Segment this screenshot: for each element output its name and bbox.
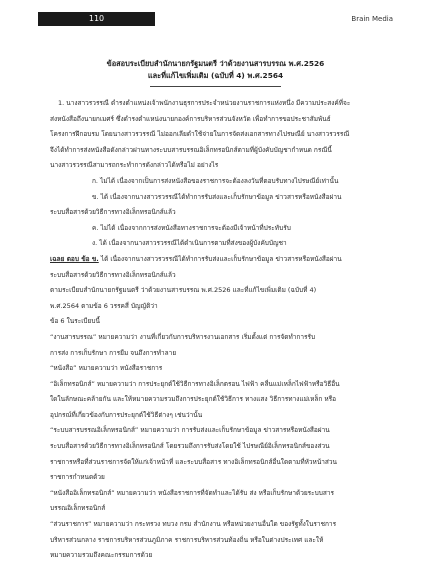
answer-line: “หนังสืออิเล็กทรอนิกส์” หมายความว่า หนังสือราชการที่จัดทำและได้รับ ส่ง หรือเก็บรักษาด้วยระบบสาร bbox=[50, 488, 335, 497]
answer-line: “อิเล็กทรอนิกส์” หมายความว่า การประยุกต์ใช้วิธีการทางอิเล็กตรอน ไฟฟ้า คลื่นแม่เหล็กไฟฟ้าหรือวิธีอื่น bbox=[50, 379, 340, 388]
brand-name: Brain Media bbox=[351, 15, 393, 23]
answer-line: ข้อ 6 ในระเบียบนี้ bbox=[50, 317, 100, 326]
answer-text: ได้ เนื่องจากนางสาวรวรรณีได้ทำการรับส่งและเก็บรักษาข้อมูล ข่าวสารหรือหนังสือผ่าน bbox=[98, 254, 342, 263]
question-line: ส่งหนังสือถึงนายกเมศร์ ซึ่งดำรงตำแหน่งนายกองค์การบริหารส่วนจังหวัด เพื่อทำการขอประชาสัมพันธ์ bbox=[50, 114, 331, 123]
page-number: 110 bbox=[88, 14, 105, 23]
title-line-1: ข้อสอบระเบียบสำนักนายกรัฐมนตรี ว่าด้วยงานสารบรรณ พ.ศ.2526 bbox=[106, 59, 325, 68]
option-d: ง. ได้ เนื่องจากนางสาวรวรรณีได้ดำเนินการตามที่ส่งของผู้บังคับบัญชา bbox=[92, 239, 287, 248]
document-title bbox=[0, 58, 431, 82]
question-line: 1. นางสาวรวรรณี ดำรงตำแหน่งเจ้าพนักงานธุรการประจำหน่วยงานราชการแห่งหนึ่ง มีความประสงค์ที่จะ bbox=[58, 99, 351, 107]
answer-line: ราชการหรือที่ส่วนราชการจัดให้แก่เจ้าหน้าที่ และระบบสื่อสาร ทางอิเล็กทรอนิกส์อื่นใดตามที่หัวหน้าส่วน bbox=[50, 457, 337, 466]
answer-line: บริหารส่วนกลาง ราชการบริหารส่วนภูมิภาค ราชการบริหารส่วนท้องถิ่น หรือในต่างประเทศ และให้ bbox=[50, 535, 324, 544]
option-b-continued: ระบบสื่อสารด้วยวิธีการทางอิเล็กทรอนิกส์แล้ว bbox=[50, 208, 176, 217]
page-number-bar bbox=[38, 12, 155, 26]
answer-label: เฉลย ตอบ ข้อ ข. bbox=[50, 254, 99, 263]
answer-line: ตามระเบียบสำนักนายกรัฐมนตรี ว่าด้วยงานสารบรรณ พ.ศ.2526 และที่แก้ไขเพิ่มเติม (ฉบับที่ 4) bbox=[50, 286, 317, 295]
answer-line: “หนังสือ” หมายความว่า หนังสือราชการ bbox=[50, 364, 163, 373]
answer-line: ระบบสื่อสารด้วยวิธีการทางอิเล็กทรอนิกส์ โดยรวมถึงการรับส่งโดยใช้ ไปรษณีย์อิเล็กทรอนิกส์ของส่วน bbox=[50, 442, 330, 451]
answer-line bbox=[50, 252, 380, 268]
answer-line: พ.ศ.2564 ตามข้อ 6 วรรคสี่ บัญญัติว่า bbox=[50, 301, 158, 310]
answer-line: ราชการกำหนดด้วย bbox=[50, 473, 105, 482]
answer-line: การส่ง การเก็บรักษา การยืม จนถึงการทำลาย bbox=[50, 348, 177, 357]
answer-line: “งานสารบรรณ” หมายความว่า งานที่เกี่ยวกับการบริหารงานเอกสาร เริ่มตั้งแต่ การจัดทำการรับ bbox=[50, 332, 316, 341]
option-b: ข. ได้ เนื่องจากนางสาวรวรรณีได้ทำการรับส่งและเก็บรักษาข้อมูล ข่าวสารหรือหนังสือผ่าน bbox=[92, 192, 342, 201]
answer-line: ใดในลักษณะคล้ายกัน และให้หมายความรวมถึงการประยุกต์ใช้วิธีการ ทางแสง วิธีการทางแม่เหล็ก หรือ bbox=[50, 395, 337, 404]
answer-line: บรรณอิเล็กทรอนิกส์ bbox=[50, 504, 106, 513]
option-a: ก. ไม่ได้ เนื่องจากเป็นการส่งหนังสือของราชการจะต้องลงวันที่ตอบรับทางไปรษณีย์เท่านั้น bbox=[92, 176, 339, 185]
answer-line: อุปกรณ์ที่เกี่ยวข้องกับการประยุกต์ใช้วิธีต่างๆ เช่นว่านั้น bbox=[50, 410, 203, 419]
option-c: ค. ไม่ได้ เนื่องจากการส่งหนังสือทางราชการจะต้องมีเจ้าหน้าที่ประทับรับ bbox=[92, 223, 291, 232]
question-line: โครงการฝึกอบรม โดยนางสาวรวรรณี ไม่ออกเลียดำใช้จ่ายในการจัดส่งเอกสารทางไปรษณีย์ นางสาวรวรรณี bbox=[50, 130, 350, 139]
question-line: จึงได้ทำการส่งหนังสือดังกล่าวผ่านทางระบบสารบรรณอิเล็กทรอนิกส์ตามที่ผู้บังคับบัญชากำหนด กรณีนี้ bbox=[50, 145, 332, 154]
answer-line: “ส่วนราชการ” หมายความว่า กระทรวง ทบวง กรม สำนักงาน หรือหน่วยงานอื่นใด ของรัฐทั้งในราชการ bbox=[50, 520, 337, 529]
document-body bbox=[50, 96, 380, 564]
answer-line: ระบบสื่อสารด้วยวิธีการทางอิเล็กทรอนิกส์แล้ว bbox=[50, 270, 176, 279]
title-line-2: และที่แก้ไขเพิ่มเติม (ฉบับที่ 4) พ.ศ.2564 bbox=[147, 71, 284, 80]
answer-line: หมายความรวมถึงคณะกรรมการด้วย bbox=[50, 551, 153, 560]
page-header bbox=[38, 12, 393, 26]
question-line: นางสาวรวรรณีสามารถกระทำการดังกล่าวได้หรือไม่ อย่างไร bbox=[50, 161, 219, 170]
answer-line: “ระบบสารบรรณอิเล็กทรอนิกส์” หมายความว่า การรับส่งและเก็บรักษาข้อมูล ข่าวสารหรือหนังสือผ่าน bbox=[50, 426, 330, 435]
title-underline bbox=[150, 86, 281, 87]
